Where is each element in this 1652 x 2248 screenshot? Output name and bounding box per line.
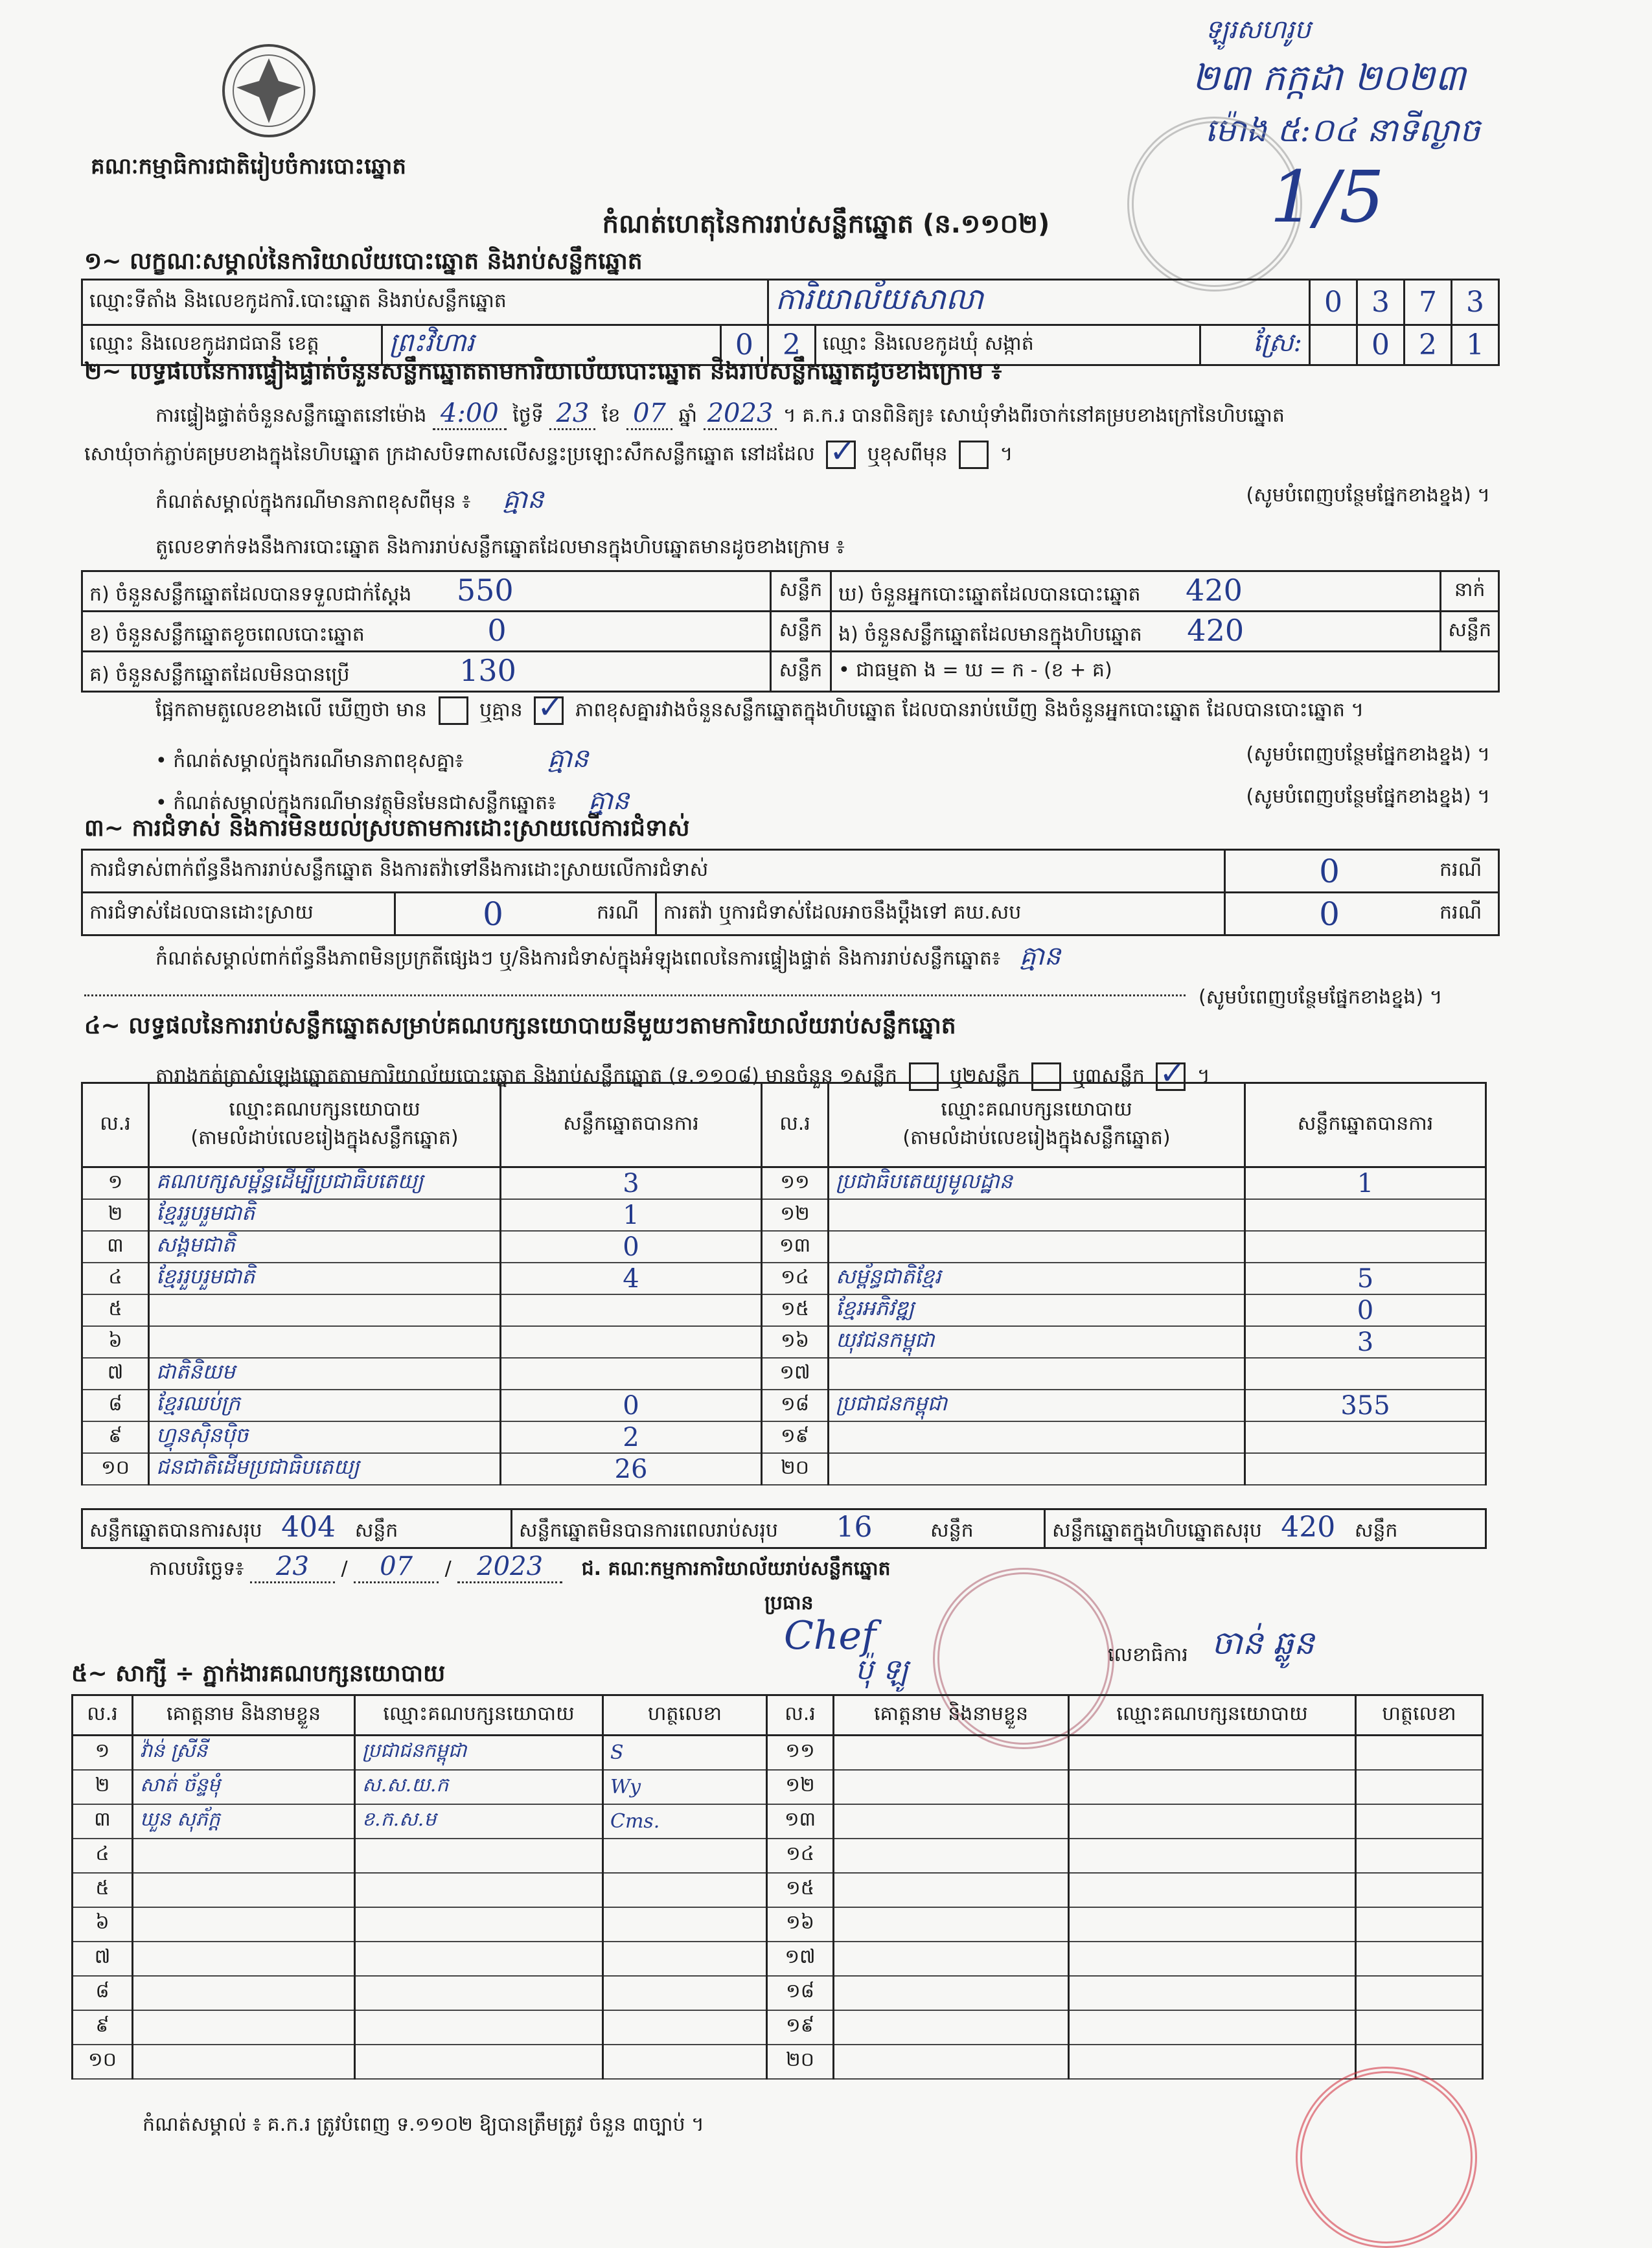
irregularity-note-dots	[84, 994, 1186, 996]
witness-signature	[603, 1839, 767, 1873]
witness-name	[834, 1736, 1069, 1770]
witness-name	[834, 2010, 1069, 2045]
party-name	[829, 1199, 1245, 1231]
party-votes: 4	[501, 1263, 762, 1294]
witness-no: ៦	[73, 1907, 133, 1942]
party-name: ខ្មែររួបរួមជាតិ	[149, 1199, 501, 1231]
party-votes	[501, 1358, 762, 1390]
witness-name	[133, 1976, 355, 2010]
section1-heading: ១~ លក្ខណៈសម្គាល់នៃការិយាល័យបោះឆ្នោត និងរាប់សន្លឹកឆ្នោត	[84, 248, 643, 275]
party-votes	[1245, 1421, 1486, 1453]
witness-no: ១៤	[767, 1839, 834, 1873]
party-votes: 2	[501, 1421, 762, 1453]
witness-party	[1069, 1736, 1356, 1770]
witness-signature	[1356, 1907, 1483, 1942]
party-name: ជនជាតិដើមប្រជាធិបតេយ្យ	[149, 1453, 501, 1485]
results-row-no: ៤	[82, 1263, 149, 1294]
verify-line: ការផ្ទៀងផ្ទាត់ចំនួនសន្លឹកឆ្នោតនៅម៉ោង 4:00 ថ្ងៃទី 23 ខែ 07 ឆ្នាំ 2023 ។ គ.ក.រ បានពិនិត្យ៖ សោឃុំទាំងពីរចាក់នៅគម្របខាងក្រៅនៃហិបឆ្នោត	[155, 398, 1285, 431]
results-row-no: ១៥	[762, 1294, 829, 1326]
party-name: សង្គមជាតិ	[149, 1231, 501, 1263]
results-row-no: ១៣	[762, 1231, 829, 1263]
figures-intro: តួលេខទាក់ទងនឹងការបោះឆ្នោត និងការរាប់សន្លឹកឆ្នោតដែលមានក្នុងហិបឆ្នោតមានដូចខាងក្រោម ៖	[155, 536, 845, 558]
unused-ballots-value: 130	[459, 652, 516, 688]
verify-time: 4:00	[433, 398, 507, 430]
party-name: ជាតិនិយម	[149, 1358, 501, 1390]
party-name	[829, 1358, 1245, 1390]
chair-signature: Chef	[784, 1613, 877, 1658]
appealable-complaints-value: 0	[1225, 893, 1434, 935]
witness-row	[73, 1907, 1483, 1942]
witness-name	[133, 1873, 355, 1907]
witness-row	[73, 1942, 1483, 1976]
witness-row	[73, 1873, 1483, 1907]
party-votes: 0	[501, 1390, 762, 1421]
station-label: ឈ្មោះទីតាំង និងលេខកូដការិ.បោះឆ្នោត និងរាប់សន្លឹកឆ្នោត	[82, 280, 768, 325]
results-row-no: ១	[82, 1167, 149, 1200]
station-code-4: 3	[1452, 280, 1499, 325]
witness-no: ៥	[73, 1873, 133, 1907]
party-name	[149, 1326, 501, 1358]
witness-signature	[1356, 1976, 1483, 2010]
section3-heading: ៣~ ការជំទាស់ និងការមិនយល់ស្របតាមការដោះស្រាយលើការជំទាស់	[84, 815, 690, 842]
total-invalid-value: 16	[836, 1511, 873, 1544]
formula: • ជាធម្មតា ង = ឃ = ក - (ខ + គ)	[831, 652, 1499, 692]
witness-no: ១៥	[767, 1873, 834, 1907]
results-row-no: ១០	[82, 1453, 149, 1485]
witness-name	[133, 2010, 355, 2045]
results-row	[82, 1167, 1486, 1200]
signing-date-line: កាលបរិច្ឆេទ៖ 23 / 07 / 2023 ជ. គណៈកម្មការការិយាល័យរាប់សន្លឹកឆ្នោត	[149, 1552, 891, 1585]
witness-party	[1069, 1839, 1356, 1873]
party-name	[829, 1453, 1245, 1485]
results-row-no: ៦	[82, 1326, 149, 1358]
witness-no: ២០	[767, 2045, 834, 2079]
secretary-signature: ចាន់ ឆ្លូន	[1211, 1624, 1314, 1662]
commune-value: ស្រែ:	[1200, 325, 1310, 365]
verify-year: 2023	[704, 398, 777, 430]
party-votes: 26	[501, 1453, 762, 1485]
province-label: ឈ្មោះ និងលេខកូដរាជធានី ខេត្ត	[82, 325, 382, 365]
party-votes: 0	[1245, 1294, 1486, 1326]
witness-row	[73, 1976, 1483, 2010]
witness-party	[355, 2010, 603, 2045]
witness-no: ៧	[73, 1942, 133, 1976]
difference-note-line: • កំណត់សម្គាល់ក្នុងករណីមានភាពខុសគ្នា៖ គ្មាន (សូមបំពេញបន្ថែមផ្នែកខាងខ្នង) ។	[155, 743, 1490, 774]
province-code-1: 0	[720, 325, 768, 365]
witness-party: ស.ស.យ.ក	[355, 1770, 603, 1804]
party-votes	[1245, 1358, 1486, 1390]
unchanged-checkbox[interactable]	[826, 441, 856, 469]
witness-signature: Wy	[603, 1770, 767, 1804]
party-votes: 1	[501, 1199, 762, 1231]
witness-no: ១៩	[767, 2010, 834, 2045]
witness-name	[834, 1976, 1069, 2010]
chair-name: ប៉ុ ឡូ	[855, 1653, 908, 1686]
witness-party	[355, 1942, 603, 1976]
results-row-no: ១៨	[762, 1390, 829, 1421]
witness-no: ១	[73, 1736, 133, 1770]
witness-signature	[1356, 1942, 1483, 1976]
witness-row	[73, 2045, 1483, 2079]
party-votes	[1245, 1453, 1486, 1485]
results-row-no: ១៤	[762, 1263, 829, 1294]
party-name: ខ្មែររួបរួមជាតិ	[149, 1263, 501, 1294]
witness-party	[1069, 1976, 1356, 2010]
witness-name	[834, 1804, 1069, 1839]
witness-party	[1069, 1804, 1356, 1839]
object-note-line: • កំណត់សម្គាល់ក្នុងករណីមានវត្ថុមិនមែនជាសន្លឹកឆ្នោត៖ គ្មាន (សូមបំពេញបន្ថែមផ្នែកខាងខ្នង) ។	[155, 785, 1490, 816]
tally-sheet-line: តារាងកត់ត្រាសំឡេងឆ្នោតតាមការិយាល័យបោះឆ្នោត និងរាប់សន្លឹកឆ្នោត (ទ.១១០៨) មានចំនួន ១សន្លឹក ឬ២សន្លឹក ឬ៣សន្លឹក ✓ ។	[155, 1062, 1210, 1092]
party-votes: 355	[1245, 1390, 1486, 1421]
witness-party	[355, 1873, 603, 1907]
station-code-2: 3	[1357, 280, 1405, 325]
national-emblem-icon	[217, 42, 321, 139]
party-votes	[1245, 1231, 1486, 1263]
witness-signature	[603, 1976, 767, 2010]
results-table: ល.រ ឈ្មោះគណបក្សនយោបាយ (តាមលំដាប់លេខរៀងក្នុងសន្លឹកឆ្នោត) សន្លឹកឆ្នោតបានការ ល.រ ឈ្មោះគណបក្សនយោបាយ (តាមលំដាប់លេខរៀងក្នុងសន្លឹកឆ្នោត) សន្លឹកឆ្នោតបានការ ១ គណបក្សសម្ព័ន្ធដើម្បីប្រជាធិបតេយ្យ 3 ១១ ប្រជាធិបតេយ្យមូលដ្ឋាន 1 ២ ខ្មែររួបរួមជាតិ 1 ១២ ៣ សង្គមជាតិ 0 ១៣ ៤ ខ្មែររួបរួមជាតិ 4 ១៤ សម្ព័ន្ធជាតិខ្មែរ 5 ៥ ១៥ ខ្មែរអភិវឌ្ឍ 0 ៦ ១៦ យុវជនកម្ពុជា 3 ៧ ជាតិនិយម ១៧ ៨ ខ្មែរឈប់ក្រ 0 ១៨ ប្រជាជនកម្ពុជា 355 ៩ ហ្វុនស៊ិនប៉ិច 2 ១៩ ១០ ជនជាតិដើមប្រជាធិបតេយ្យ 26 ២០	[81, 1082, 1487, 1498]
witness-signature	[1356, 1804, 1483, 1839]
diff-note-value: គ្មាន	[502, 485, 544, 514]
witness-signature	[603, 1942, 767, 1976]
secretary-label: លេខាធិការ	[1108, 1644, 1188, 1666]
witness-signature	[603, 1907, 767, 1942]
witness-signature	[603, 1873, 767, 1907]
results-row-no: ២០	[762, 1453, 829, 1485]
witness-name: ឃួន សុភ័ក្ត	[133, 1804, 355, 1839]
witness-signature	[1356, 1770, 1483, 1804]
commune-code-2: 2	[1405, 325, 1452, 365]
has-difference-checkbox[interactable]	[439, 696, 468, 725]
witness-no: ១៨	[767, 1976, 834, 2010]
station-value: ការិយាល័យសាលា	[768, 280, 1309, 325]
changed-checkbox[interactable]	[959, 441, 989, 469]
signing-year: 2023	[457, 1552, 562, 1583]
results-row-no: ៩	[82, 1421, 149, 1453]
voters-value: 420	[1186, 572, 1243, 608]
witness-no: ១២	[767, 1770, 834, 1804]
signing-month: 07	[354, 1552, 439, 1583]
party-name: សម្ព័ន្ធជាតិខ្មែរ	[829, 1263, 1245, 1294]
witness-name	[133, 2045, 355, 2079]
results-row-no: ១៩	[762, 1421, 829, 1453]
witness-name	[834, 1907, 1069, 1942]
party-name	[149, 1294, 501, 1326]
results-row-no: ៣	[82, 1231, 149, 1263]
party-name: ហ្វុនស៊ិនប៉ិច	[149, 1421, 501, 1453]
witness-row	[73, 1839, 1483, 1873]
figures-table: ក) ចំនួនសន្លឹកឆ្នោតដែលបានទទួលជាក់ស្តែង 550 សន្លឹក ឃ) ចំនួនអ្នកបោះឆ្នោតដែលបានបោះឆ្នោត 420 នាក់ ខ) ចំនួនសន្លឹកឆ្នោតខូចពេលបោះឆ្នោត 0 សន្លឹក ង) ចំនួនសន្លឹកឆ្នោតដែលមានក្នុងហិបឆ្នោត 420 សន្លឹក គ) ចំនួនសន្លឹកឆ្នោតដែលមិនបានប្រើ 130 សន្លឹក • ជាធម្មតា ង = ឃ = ក - (ខ + គ)	[81, 570, 1500, 693]
witness-party	[1069, 1942, 1356, 1976]
witness-signature	[1356, 1736, 1483, 1770]
witness-signature	[1356, 1873, 1483, 1907]
party-name: ខ្មែរឈប់ក្រ	[149, 1390, 501, 1421]
witness-signature	[1356, 2010, 1483, 2045]
verify-day: 23	[549, 398, 595, 430]
results-row-no: ២	[82, 1199, 149, 1231]
section1-table	[81, 279, 1500, 366]
witness-name: សាត់ ច័ន្ទមុំ	[133, 1770, 355, 1804]
results-totals: សន្លឹកឆ្នោតបានការសរុប 404 សន្លឹក សន្លឹកឆ្នោតមិនបានការពេលរាប់សរុប 16 សន្លឹក សន្លឹកឆ្នោតក្នុងហិបឆ្នោតសរុប 420 សន្លឹក	[81, 1508, 1487, 1549]
agency-name: គណៈកម្មាធិការជាតិរៀបចំការបោះឆ្នោត	[91, 154, 407, 179]
complaints-total-value: 0	[1225, 850, 1434, 893]
red-bottom-stamp	[1296, 2067, 1477, 2248]
irregularity-fill-note: (សូមបំពេញបន្ថែមផ្នែកខាងខ្នង) ។	[1199, 986, 1443, 1009]
witness-party	[355, 1976, 603, 2010]
witness-party	[355, 2045, 603, 2079]
irregularity-note-line: កំណត់សម្គាល់ពាក់ព័ន្ធនឹងភាពមិនប្រក្រតីផ្សេងៗ ឬ/និងការជំទាស់ក្នុងអំឡុងពេលនៃការផ្ទៀងផ្ទាត់ និងការរាប់សន្លឹកឆ្នោត៖ គ្មាន	[155, 941, 1061, 971]
witness-no: ៣	[73, 1804, 133, 1839]
witness-name	[834, 1873, 1069, 1907]
spoiled-ballots-value: 0	[487, 612, 507, 648]
results-row-no: ៨	[82, 1390, 149, 1421]
party-name: ខ្មែរអភិវឌ្ឍ	[829, 1294, 1245, 1326]
party-name: យុវជនកម្ពុជា	[829, 1326, 1245, 1358]
results-row	[82, 1421, 1486, 1453]
station-code-3: 7	[1405, 280, 1452, 325]
party-votes: 1	[1245, 1167, 1486, 1200]
witness-party	[1069, 2045, 1356, 2079]
station-code-1: 0	[1310, 280, 1357, 325]
results-row	[82, 1199, 1486, 1231]
signing-day: 23	[250, 1552, 335, 1583]
results-row-no: ១៦	[762, 1326, 829, 1358]
results-row	[82, 1358, 1486, 1390]
party-votes: 5	[1245, 1263, 1486, 1294]
results-row	[82, 1263, 1486, 1294]
witness-party	[1069, 1770, 1356, 1804]
witness-table: ល.រ គោត្តនាម និងនាមខ្លួន ឈ្មោះគណបក្សនយោបាយ ហត្ថលេខា ល.រ គោត្តនាម និងនាមខ្លួន ឈ្មោះគណបក្សនយោបាយ ហត្ថលេខា ១ វ៉ាន់ ស្រីនី ប្រជាជនកម្ពុជា S ១១ ២ សាត់ ច័ន្ទមុំ ស.ស.យ.ក Wy ១២ ៣ ឃួន សុភ័ក្ត ខ.ក.ស.ម Cms. ១៣ ៤ ១៤ ៥ ១៥ ៦ ១៦ ៧ ១៧ ៨ ១៨ ៩ ១៩ ១០ ២០	[71, 1694, 1484, 2080]
witness-no: ១៣	[767, 1804, 834, 1839]
complaints-table: ការជំទាស់ពាក់ព័ន្ធនឹងការរាប់សន្លឹកឆ្នោត និងការតវ៉ាទៅនឹងការដោះស្រាយលើការជំទាស់ 0 ករណី ការជំទាស់ដែលបានដោះស្រាយ 0 ករណី ការតវ៉ា ឬការជំទាស់ដែលអាចនឹងប្តឹងទៅ គឃ.សប 0 ករណី	[81, 849, 1500, 936]
commune-code-3: 1	[1452, 325, 1499, 365]
ballots-in-box-value: 420	[1187, 612, 1245, 648]
witness-row	[73, 1804, 1483, 1839]
results-row	[82, 1453, 1486, 1485]
witness-name	[834, 1942, 1069, 1976]
party-votes: 3	[501, 1167, 762, 1200]
witness-name	[834, 1770, 1069, 1804]
party-name	[829, 1231, 1245, 1263]
received-ballots-value: 550	[456, 572, 514, 608]
province-value: ព្រះវិហារ	[382, 325, 721, 365]
witness-no: ៩	[73, 2010, 133, 2045]
results-row	[82, 1294, 1486, 1326]
witness-no: ១១	[767, 1736, 834, 1770]
witness-party	[355, 1839, 603, 1873]
difference-line: ផ្អែកតាមតួលេខខាងលើ ឃើញថា មាន ឬគ្មាន ✓ ភាពខុសគ្នារវាងចំនួនសន្លឹកឆ្នោតក្នុងហិបឆ្នោត ដែលបានរាប់ឃើញ និងចំនួនអ្នកបោះឆ្នោត ដែលបានបោះឆ្នោត ។	[155, 696, 1364, 726]
verify-month: 07	[626, 398, 672, 430]
commune-code-1: 0	[1357, 325, 1405, 365]
party-votes: 3	[1245, 1326, 1486, 1358]
chair-label: ប្រធាន	[764, 1592, 814, 1614]
witness-signature	[603, 2010, 767, 2045]
results-row	[82, 1231, 1486, 1263]
witness-name	[834, 1839, 1069, 1873]
witness-row	[73, 1736, 1483, 1770]
party-votes	[501, 1326, 762, 1358]
total-in-box-value: 420	[1281, 1511, 1336, 1544]
witness-name	[133, 1907, 355, 1942]
receipt-note-line3: ម៉ោង ៥:០៤ នាទីល្ងាច	[1205, 111, 1480, 149]
commune-label: ឈ្មោះ និងលេខកូដឃុំ សង្កាត់	[815, 325, 1200, 365]
witness-party: ខ.ក.ស.ម	[355, 1804, 603, 1839]
results-row-no: ១៧	[762, 1358, 829, 1390]
witness-name	[834, 2045, 1069, 2079]
witness-row	[73, 2010, 1483, 2045]
witness-signature: S	[603, 1736, 767, 1770]
difference-note-value: គ្មាន	[547, 744, 589, 774]
results-row	[82, 1390, 1486, 1421]
object-note-value: គ្មាន	[588, 786, 630, 816]
results-row-no: ៥	[82, 1294, 149, 1326]
witness-signature	[1356, 1839, 1483, 1873]
section4-heading: ៤~ លទ្ធផលនៃការរាប់សន្លឹកឆ្នោតសម្រាប់គណបក្សនយោបាយនីមួយៗតាមការិយាល័យរាប់សន្លឹកឆ្នោត	[84, 1013, 956, 1039]
party-name: គណបក្សសម្ព័ន្ធដើម្បីប្រជាធិបតេយ្យ	[149, 1167, 501, 1200]
witness-no: ៨	[73, 1976, 133, 2010]
party-votes: 0	[501, 1231, 762, 1263]
witness-name: វ៉ាន់ ស្រីនី	[133, 1736, 355, 1770]
receipt-note-line2: ២៣ កក្កដា ២០២៣	[1192, 57, 1466, 99]
party-name: ប្រជាធិបតេយ្យមូលដ្ឋាន	[829, 1167, 1245, 1200]
witness-party	[355, 1907, 603, 1942]
results-row-no: ១១	[762, 1167, 829, 1200]
section5-heading: ៥~ សាក្សី ÷ ភ្នាក់ងារគណបក្សនយោបាយ	[71, 1660, 446, 1687]
party-votes	[501, 1294, 762, 1326]
witness-party	[1069, 1873, 1356, 1907]
receipt-mark: 1/5	[1270, 155, 1385, 238]
witness-no: ១០	[73, 2045, 133, 2079]
diff-note-line: កំណត់សម្គាល់ក្នុងករណីមានភាពខុសពីមុន ៖ គ្មាន (សូមបំពេញបន្ថែមផ្នែកខាងខ្នង) ។	[155, 484, 1490, 514]
verify-line2: សោឃុំចាក់ភ្ជាប់គម្របខាងក្នុងនៃហិបឆ្នោត ក្រដាសបិទពាសលើសន្ទះប្រឡោះសឹកសន្លឹកឆ្នោត នៅដដែល ✓ ឬខុសពីមុន ។	[84, 441, 1013, 470]
witness-name	[133, 1942, 355, 1976]
witness-party: ប្រជាជនកម្ពុជា	[355, 1736, 603, 1770]
receipt-note-line1: ឡូរសហរូប	[1205, 15, 1311, 45]
witness-party	[1069, 1907, 1356, 1942]
total-valid-value: 404	[281, 1511, 336, 1544]
section2-heading: ២~ លទ្ធផលនៃការផ្ទៀងផ្ទាត់ចំនួនសន្លឹកឆ្នោតតាមការិយាល័យបោះឆ្នោត និងរាប់សន្លឹកឆ្នោតដូចខាងក្រោម ៖	[84, 358, 1002, 385]
results-row-extra	[82, 1485, 1486, 1498]
footer-note: កំណត់សម្គាល់ ៖ គ.ក.រ ត្រូវបំពេញ ទ.១១០២ ឱ្យបានត្រឹមត្រូវ ចំនួន ៣ច្បាប់ ។	[143, 2113, 704, 2136]
document-title: កំណត់ហេតុនៃការរាប់សន្លឹកឆ្នោត (ន.១១០២)	[602, 209, 1050, 239]
witness-no: ១៦	[767, 1907, 834, 1942]
witness-no: ៤	[73, 1839, 133, 1873]
results-row-no: ១២	[762, 1199, 829, 1231]
witness-name	[133, 1839, 355, 1873]
party-votes	[1245, 1199, 1486, 1231]
results-row	[82, 1326, 1486, 1358]
no-difference-checkbox[interactable]	[534, 696, 564, 725]
witness-signature: Cms.	[603, 1804, 767, 1839]
witness-no: ២	[73, 1770, 133, 1804]
party-name	[829, 1421, 1245, 1453]
witness-no: ១៧	[767, 1942, 834, 1976]
resolved-complaints-value: 0	[395, 893, 591, 935]
results-row-no: ៧	[82, 1358, 149, 1390]
province-code-2: 2	[768, 325, 815, 365]
witness-party	[1069, 2010, 1356, 2045]
irregularity-note-value: គ្មាន	[1019, 941, 1061, 971]
witness-signature	[603, 2045, 767, 2079]
witness-row	[73, 1770, 1483, 1804]
party-name: ប្រជាជនកម្ពុជា	[829, 1390, 1245, 1421]
